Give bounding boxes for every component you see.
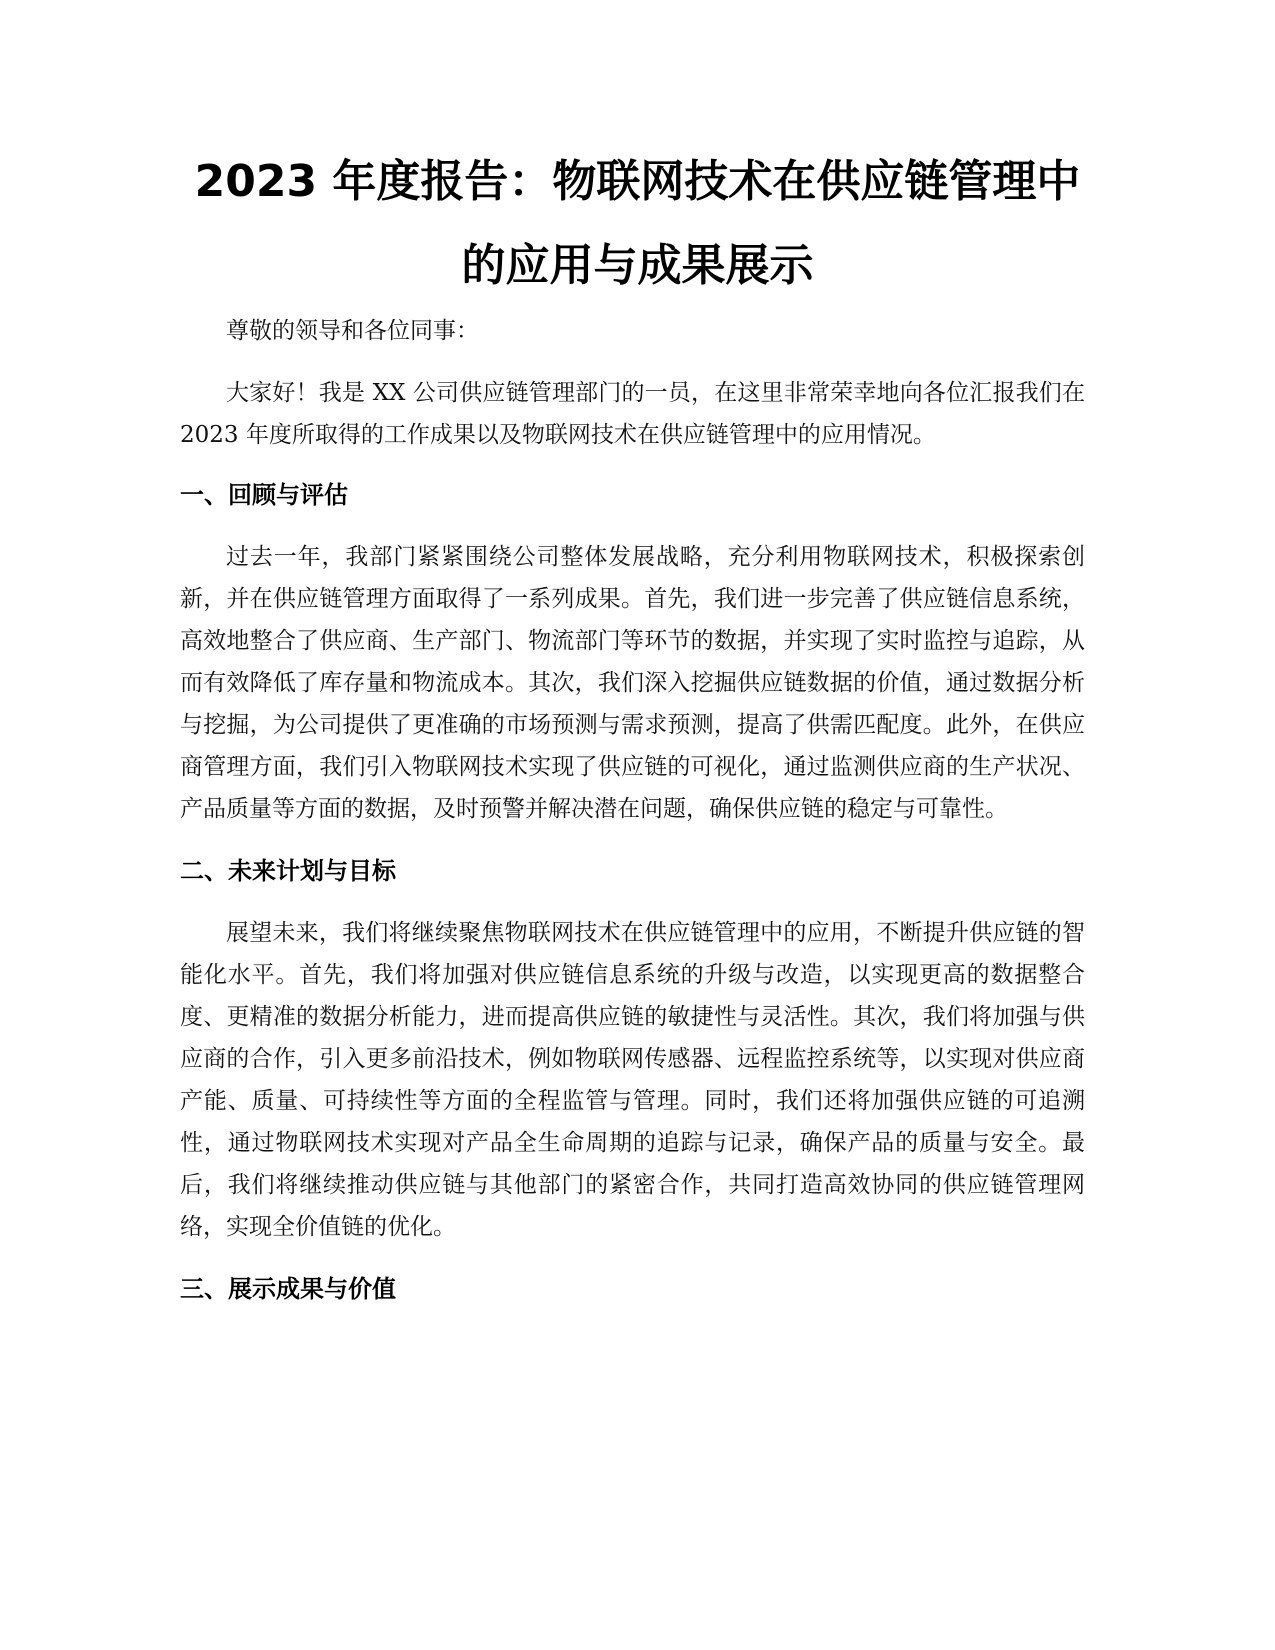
section-heading-future: 二、未来计划与目标: [180, 857, 396, 885]
section-heading-results: 三、展示成果与价值: [180, 1275, 396, 1303]
document-title: [180, 140, 1095, 308]
greeting-paragraph: 尊敬的领导和各位同事：: [226, 318, 479, 344]
section-body-review: 过去一年，我部门紧紧围绕公司整体发展战略，充分利用物联网技术，积极探索创新，并在供应链管理方面取得了一系列成果。首先，我们进一步完善了供应链信息系统，高效地整合了供应商、生产部门、物流部门等环节的数据，并实现了实时监控与追踪，从而有效降低了库存量和物流成本。其次，我们深入挖掘供应链数据的价值，通过数据分析与挖掘，为公司提供了更准确的市场预测与需求预测，提高了供需匹配度。此外，在供应商管理方面，我们引入物联网技术实现了供应链的可视化，通过监测供应商的生产状况、产品质量等方面的数据，及时预警并解决潜在问题，确保供应链的稳定与可靠性。: [180, 544, 1085, 822]
title-line-1: 2023 年度报告：物联网技术在供应链管理中: [194, 156, 1081, 207]
document-body: [180, 310, 1085, 1330]
section-heading-review: 一、回顾与评估: [180, 481, 348, 509]
title-line-2: 的应用与成果展示: [461, 240, 814, 291]
section-body-future: 展望未来，我们将继续聚焦物联网技术在供应链管理中的应用，不断提升供应链的智能化水平。首先，我们将加强对供应链信息系统的升级与改造，以实现更高的数据整合度、更精准的数据分析能力，进而提高供应链的敏捷性与灵活性。其次，我们将加强与供应商的合作，引入更多前沿技术，例如物联网传感器、远程监控系统等，以实现对供应商产能、质量、可持续性等方面的全程监管与管理。同时，我们还将加强供应链的可追溯性，通过物联网技术实现对产品全生命周期的追踪与记录，确保产品的质量与安全。最后，我们将继续推动供应链与其他部门的紧密合作，共同打造高效协同的供应链管理网络，实现全价值链的优化。: [180, 920, 1085, 1240]
intro-paragraph: 大家好！我是 XX 公司供应链管理部门的一员，在这里非常荣幸地向各位汇报我们在 2023 年度所取得的工作成果以及物联网技术在供应链管理中的应用情况。: [180, 380, 1085, 448]
